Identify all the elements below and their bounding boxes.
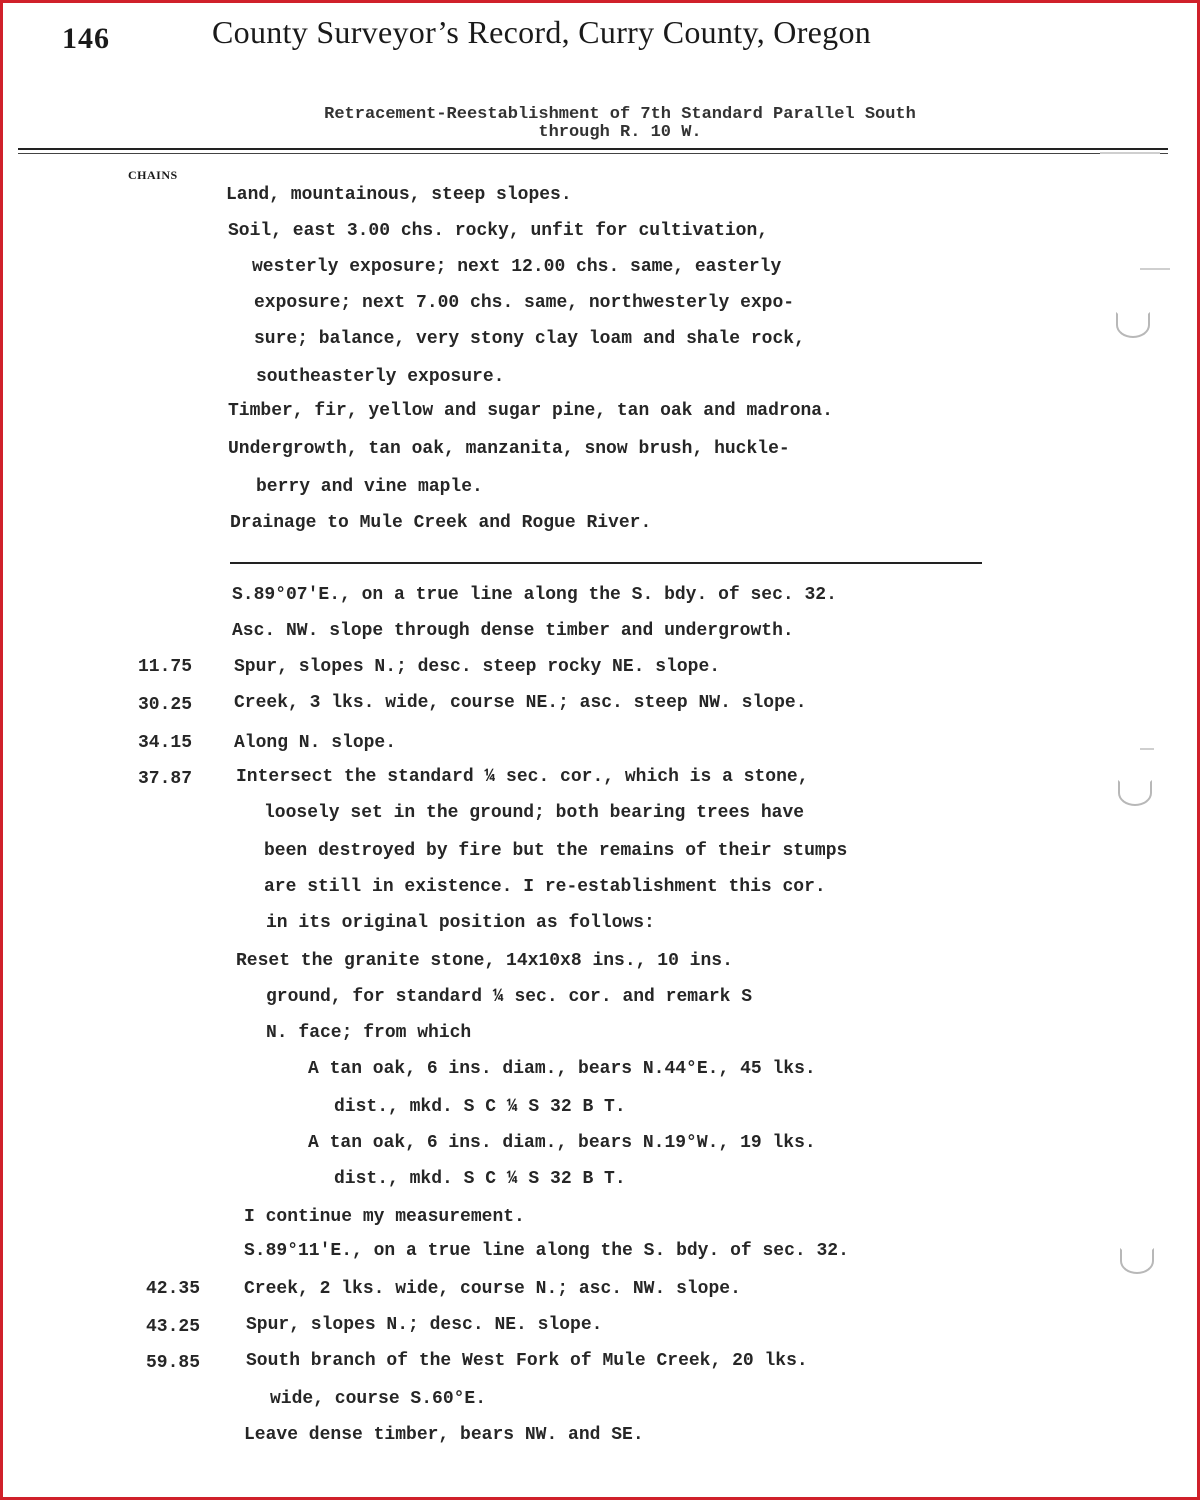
scan-mark: [1100, 152, 1160, 154]
survey-line: S.89°07'E., on a true line along the S. bdy. of sec. 32.: [232, 585, 837, 605]
survey-line: in its original position as follows:: [266, 913, 655, 933]
chain-distance: 11.75: [138, 657, 193, 677]
description-line: Soil, east 3.00 chs. rocky, unfit for cultivation,: [228, 221, 769, 241]
survey-line: Creek, 3 lks. wide, course NE.; asc. steep NW. slope.: [234, 693, 807, 713]
header-rule-thin: [18, 153, 1168, 154]
survey-line: Spur, slopes N.; desc. steep rocky NE. slope.: [234, 657, 721, 677]
survey-line: A tan oak, 6 ins. diam., bears N.19°W., 19 lks.: [308, 1133, 816, 1153]
description-line: southeasterly exposure.: [256, 367, 505, 387]
survey-line: wide, course S.60°E.: [270, 1389, 487, 1409]
survey-line: dist., mkd. S C ¼ S 32 B T.: [334, 1169, 626, 1189]
survey-line: been destroyed by fire but the remains of their stumps: [264, 841, 848, 861]
survey-line: Intersect the standard ¼ sec. cor., which is a stone,: [236, 767, 809, 787]
subtitle-line: through R. 10 W.: [538, 123, 702, 142]
document-subtitle: [220, 106, 1020, 142]
scan-mark: [1140, 748, 1154, 750]
header-rule: [18, 148, 1168, 150]
description-line: Land, mountainous, steep slopes.: [226, 185, 572, 205]
survey-line: Asc. NW. slope through dense timber and undergrowth.: [232, 621, 794, 641]
chain-distance: 37.87: [138, 769, 193, 789]
survey-line: Creek, 2 lks. wide, course N.; asc. NW. slope.: [244, 1279, 741, 1299]
chain-distance: 30.25: [138, 695, 193, 715]
survey-line: Spur, slopes N.; desc. NE. slope.: [246, 1315, 603, 1335]
survey-line: Along N. slope.: [234, 733, 397, 753]
survey-line: Reset the granite stone, 14x10x8 ins., 10 ins.: [236, 951, 733, 971]
survey-line: S.89°11'E., on a true line along the S. bdy. of sec. 32.: [244, 1241, 849, 1261]
description-line: westerly exposure; next 12.00 chs. same, easterly: [252, 257, 782, 277]
survey-line: ground, for standard ¼ sec. cor. and remark S: [266, 987, 753, 1007]
survey-line: A tan oak, 6 ins. diam., bears N.44°E., 45 lks.: [308, 1059, 816, 1079]
survey-line: South branch of the West Fork of Mule Creek, 20 lks.: [246, 1351, 808, 1371]
description-line: berry and vine maple.: [256, 477, 483, 497]
chain-distance: 34.15: [138, 733, 193, 753]
subtitle-line: Retracement-Reestablishment of 7th Standard Parallel South: [324, 105, 916, 124]
survey-line: I continue my measurement.: [244, 1207, 525, 1227]
survey-line: Leave dense timber, bears NW. and SE.: [244, 1425, 644, 1445]
survey-line: loosely set in the ground; both bearing trees have: [264, 803, 805, 823]
chain-distance: 43.25: [146, 1317, 201, 1337]
description-line: Undergrowth, tan oak, manzanita, snow brush, huckle-: [228, 439, 790, 459]
description-line: sure; balance, very stony clay loam and shale rock,: [254, 329, 805, 349]
chains-column-label: CHAINS: [128, 168, 178, 182]
section-divider: [230, 562, 982, 564]
punch-hole-mark: [1118, 780, 1152, 806]
punch-hole-mark: [1120, 1248, 1154, 1274]
page-title: County Surveyor’s Record, Curry County, Oregon: [212, 14, 872, 50]
survey-line: N. face; from which: [266, 1023, 472, 1043]
description-line: Drainage to Mule Creek and Rogue River.: [230, 513, 652, 533]
description-line: exposure; next 7.00 chs. same, northwesterly expo-: [254, 293, 795, 313]
scan-mark: [1140, 268, 1170, 270]
chain-distance: 59.85: [146, 1353, 201, 1373]
survey-line: are still in existence. I re-establishment this cor.: [264, 877, 826, 897]
survey-line: dist., mkd. S C ¼ S 32 B T.: [334, 1097, 626, 1117]
description-line: Timber, fir, yellow and sugar pine, tan oak and madrona.: [228, 401, 833, 421]
chain-distance: 42.35: [146, 1279, 201, 1299]
page-number: 146: [62, 22, 110, 55]
punch-hole-mark: [1116, 312, 1150, 338]
